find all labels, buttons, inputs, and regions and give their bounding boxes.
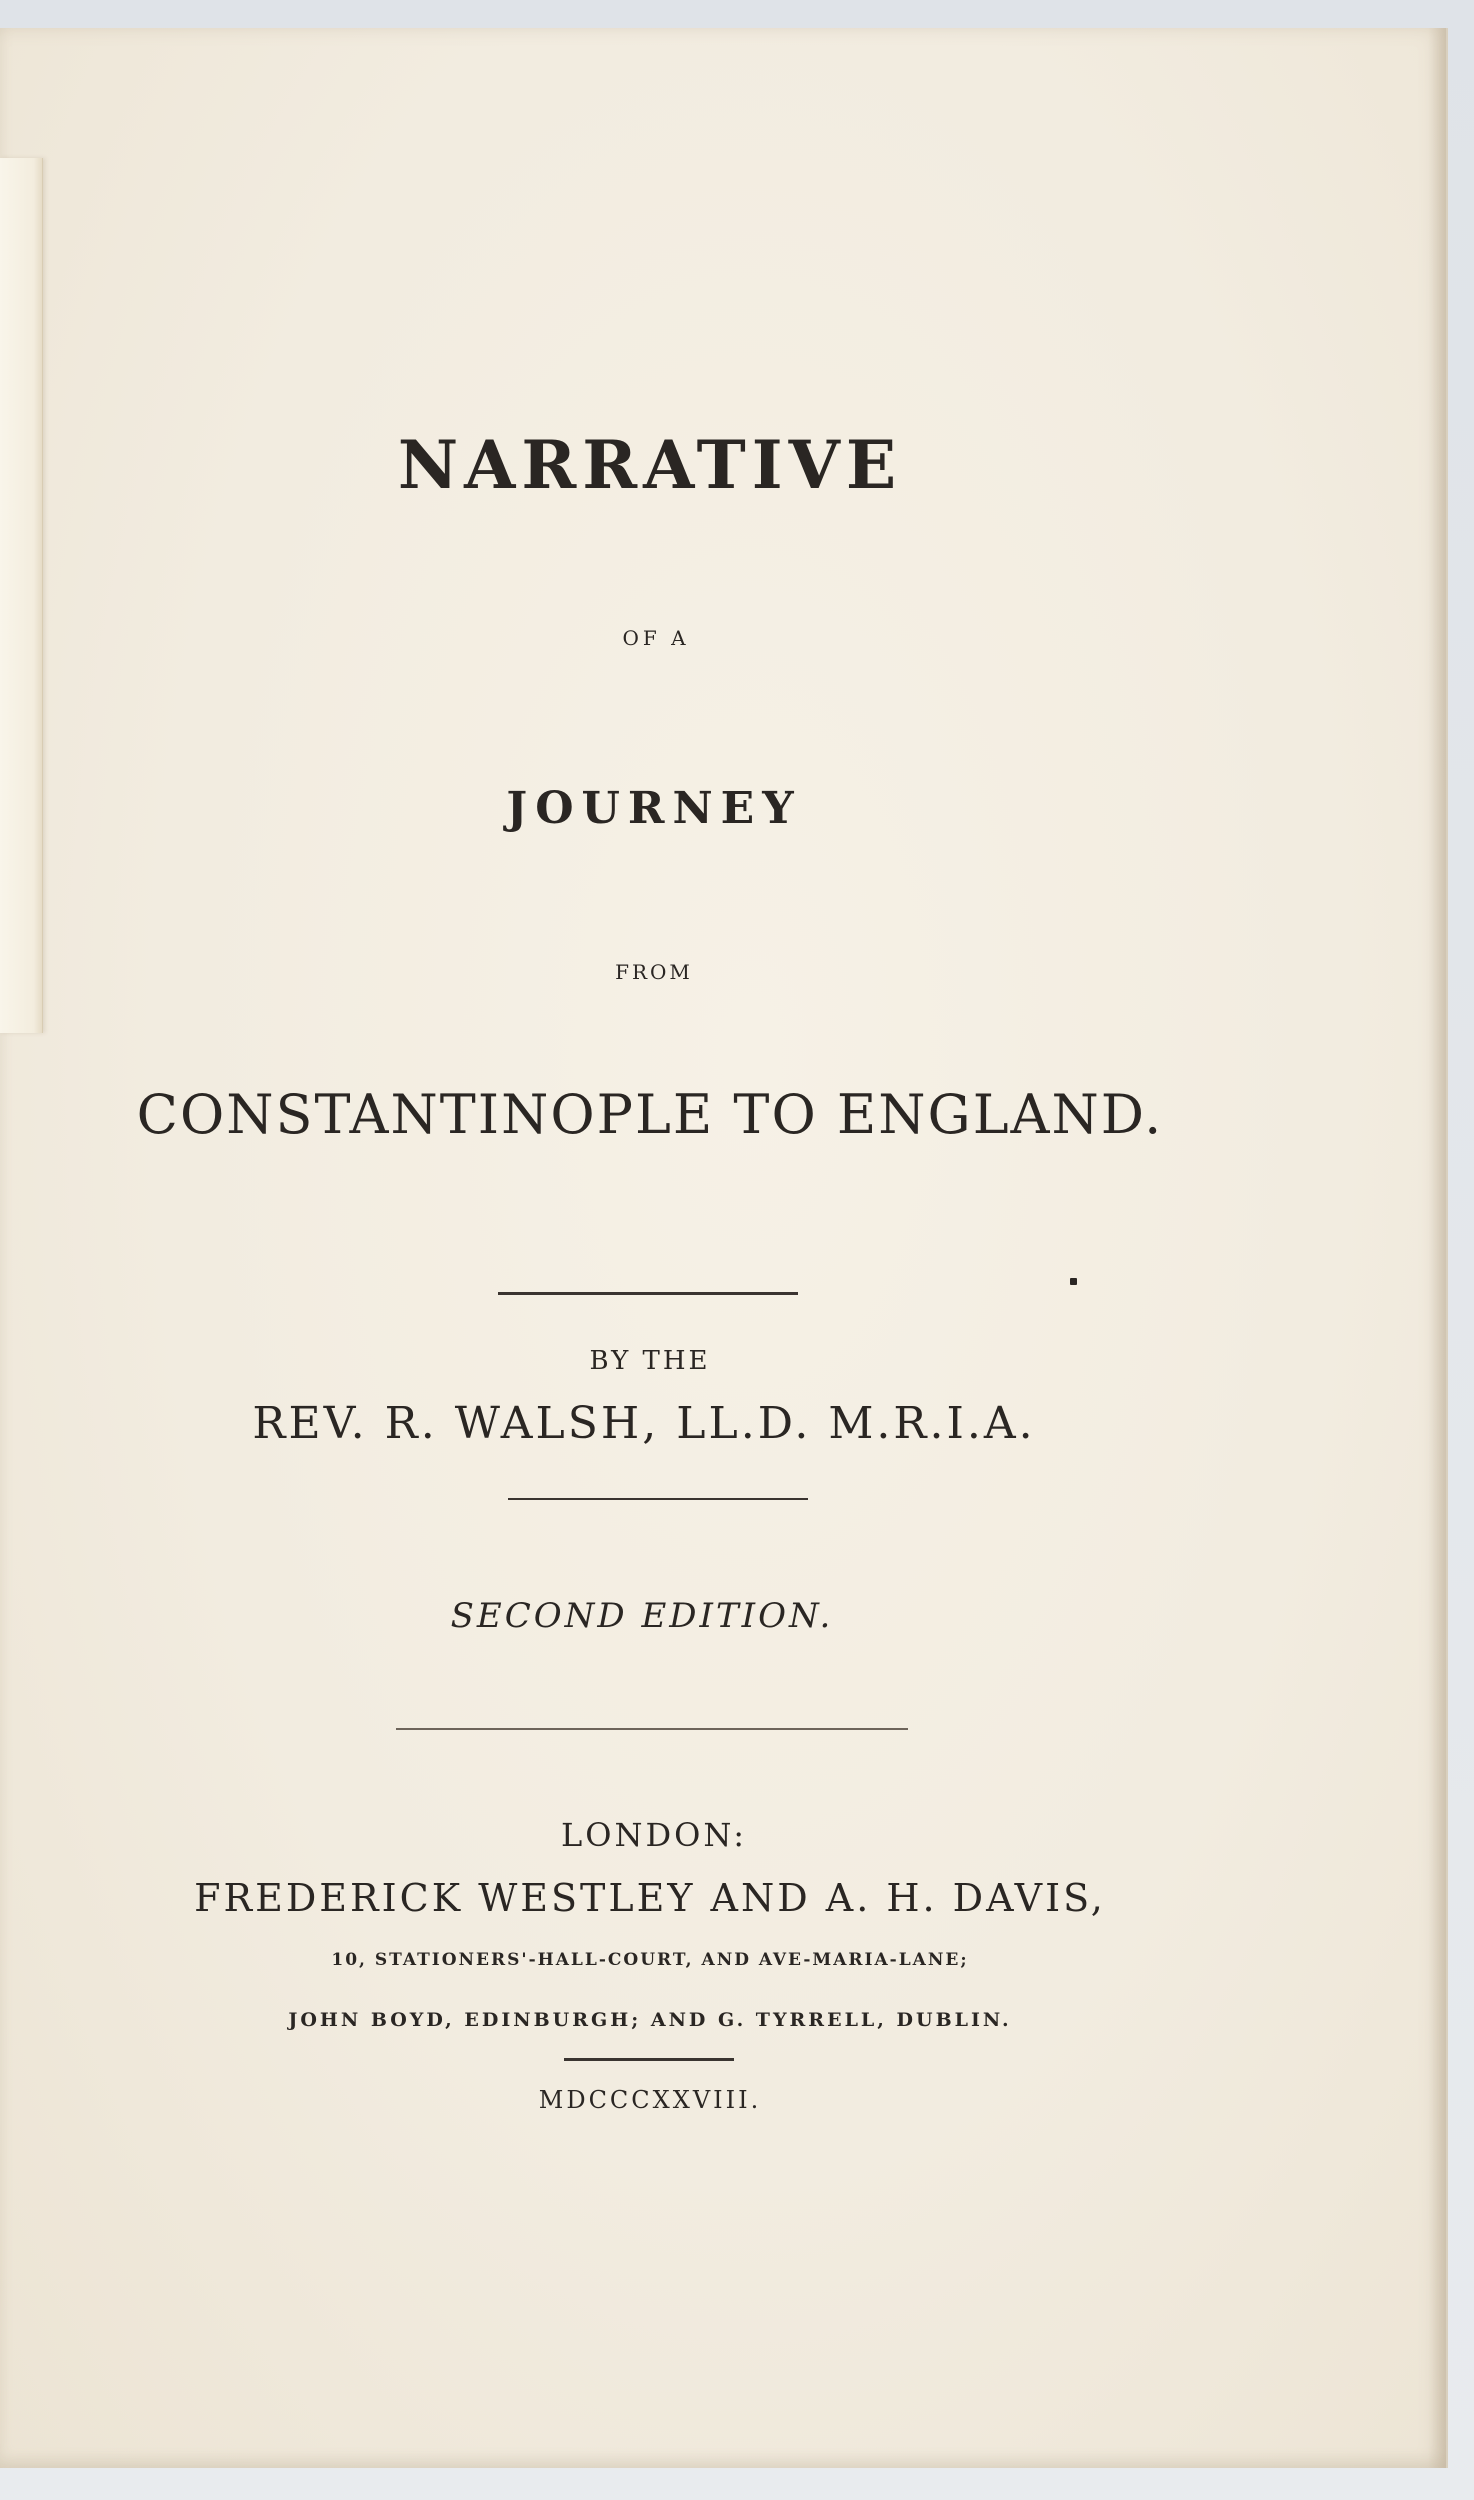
- paper-tab-strip: [0, 158, 43, 1033]
- divider-rule: [564, 2058, 734, 2061]
- imprint-publisher: FREDERICK WESTLEY AND A. H. DAVIS,: [194, 1876, 1106, 1920]
- divider-rule: [396, 1728, 908, 1730]
- title-page: [0, 28, 1448, 2468]
- author-name: REV. R. WALSH, LL.D. M.R.I.A.: [252, 1398, 1036, 1449]
- title-route: CONSTANTINOPLE TO ENGLAND.: [136, 1083, 1164, 1146]
- imprint-year: MDCCCXXVIII.: [538, 2086, 762, 2114]
- imprint-address: 10, STATIONERS'-HALL-COURT, AND AVE-MARIA-LANE;: [331, 1950, 969, 1970]
- title-connector-from: FROM: [615, 960, 693, 984]
- title-journey: JOURNEY: [506, 783, 802, 834]
- byline-label: BY THE: [589, 1346, 711, 1376]
- divider-rule: [508, 1498, 808, 1500]
- imprint-city: LONDON:: [560, 1816, 747, 1854]
- page-edge-shadow: [1428, 28, 1446, 2468]
- edition-statement: SECOND EDITION.: [450, 1596, 834, 1636]
- ink-speck: [1070, 1278, 1077, 1285]
- imprint-booksellers: JOHN BOYD, EDINBURGH; AND G. TYRRELL, DUBLIN.: [288, 2009, 1012, 2031]
- divider-rule: [498, 1292, 798, 1295]
- title-connector-of-a: OF A: [622, 626, 690, 650]
- book-title: NARRATIVE: [397, 426, 903, 504]
